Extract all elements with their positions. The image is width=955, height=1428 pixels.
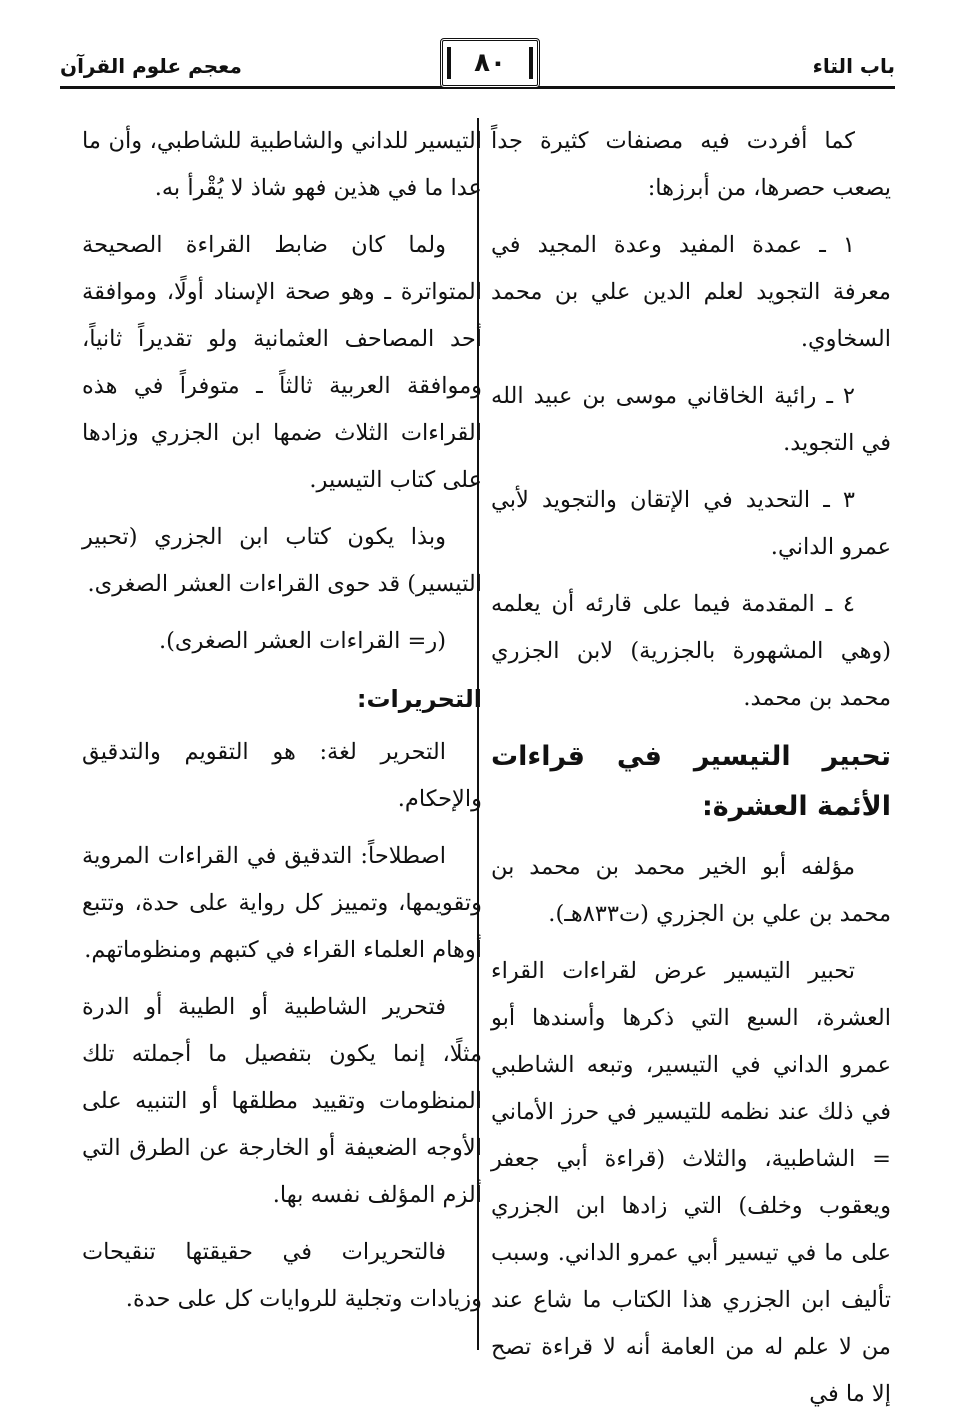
paragraph: كما أفردت فيه مصنفات كثيرة جداً يصعب حصرها، من أبرزها: (491, 128, 891, 201)
list-item: ٣ ـ التحديد في الإتقان والتجويد لأبي عمرو الداني. (491, 487, 891, 560)
chapter-title: باب التاء (812, 54, 895, 78)
entry-heading: التحريرات: (356, 685, 482, 713)
paragraph: تحبير التيسير عرض لقراءات القراء العشرة، السبع التي ذكرها وأسندها أبو عمرو الداني في التيسير، وتبعه الشاطبي في ذلك عند نظمه للتيسير في حرز الأماني = الشاطبية، والثلاث (قراءة أبي جعفر ويعقوب وخلف) التي زادها ابن الجزري على ما في تيسير أبي عمرو الداني. وسبب تأليف ابن الجزري هذا الكتاب ما شاع عند من لا علم له من العامة أنه لا قراءة تصح إلا ما في (491, 958, 891, 1407)
list-item: ٢ ـ رائية الخاقاني موسى بن عبيد الله في التجويد. (491, 383, 891, 456)
list-item: ٤ ـ المقدمة فيما على قارئه أن يعلمه (وهي المشهورة بالجزرية) لابن الجزري محمد بن محمد. (491, 591, 891, 711)
list-item: ١ ـ عمدة المفيد وعدة المجيد في معرفة التجويد لعلم الدين علي بن محمد السخاوي. (491, 232, 891, 352)
paragraph: فتحرير الشاطبية أو الطيبة أو الدرة مثلًا، إنما يكون بتفصيل ما أجملته تلك المنظومات وتقييد مطلقها أو التنبيه على الأوجه الضعيفة أو الخارجة عن الطرق التي ألزم المؤلف نفسه بها. (82, 994, 482, 1208)
book-title: معجم علوم القرآن (60, 54, 242, 78)
left-column (82, 118, 482, 1333)
page-number: ٨٠ (474, 48, 506, 78)
paragraph: وبذا يكون كتاب ابن الجزري (تحبير التيسير) قد حوى القراءات العشر الصغرى. (82, 524, 482, 597)
paragraph: ولما كان ضابط القراءة الصحيحة المتواترة ـ وهو صحة الإسناد أولًا، وموافقة أحد المصاحف العثمانية ولو تقديراً ثانياً، وموافقة العربية ثالثاً ـ متوفراً في هذه القراءات الثلاث ضمها ابن الجزري وزادها على كتاب التيسير. (82, 232, 482, 493)
paragraph: فالتحريرات في حقيقتها تنقيحات وزيادات وتجلية للروايات كل على حدة. (82, 1239, 482, 1312)
page-number-box (440, 38, 540, 88)
cross-reference: (ر= القراءات العشر الصغرى). (159, 628, 446, 654)
page-header (60, 38, 895, 89)
right-column (491, 118, 891, 1428)
paragraph: اصطلاحاً: التدقيق في القراءات المروية وتقويمها، وتمييز كل رواية على حدة، وتتبع أوهام العلماء القراء في كتبهم ومنظوماتهم. (82, 843, 482, 963)
paragraph: مؤلفه أبو الخير محمد بن محمد بن محمد بن علي بن الجزري (ت٨٣٣هـ). (491, 854, 891, 927)
paragraph: التحرير لغة: هو التقويم والتدقيق والإحكام. (82, 739, 482, 812)
paragraph: التيسير للداني والشاطبية للشاطبي، وأن ما عدا ما في هذين فهو شاذ لا يُقْرأ به. (82, 128, 482, 201)
entry-heading: تحبير التيسير في قراءات الأئمة العشرة: (491, 741, 891, 822)
